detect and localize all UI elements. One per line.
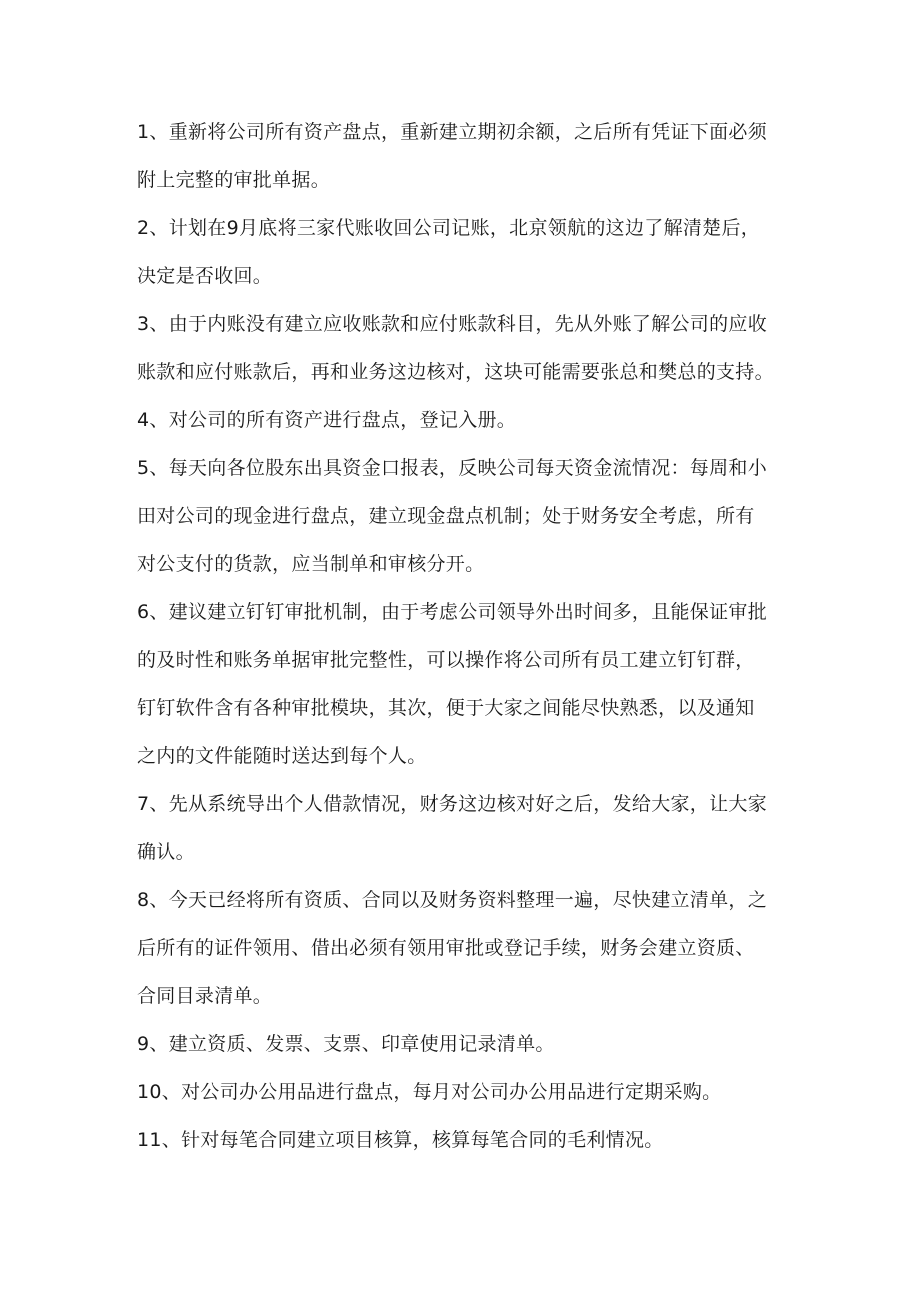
item-6-line-4: 之内的文件能随时送达到每个人。 (137, 745, 427, 767)
item-10-line-1: 10、对公司办公用品进行盘点，每月对公司办公用品进行定期采购。 (137, 1081, 722, 1103)
item-1-line-2: 附上完整的审批单据。 (137, 169, 331, 191)
item-3-line-1: 3、由于内账没有建立应收账款和应付账款科目，先从外账了解公司的应收 (137, 313, 767, 335)
item-7-line-1: 7、先从系统导出个人借款情况，财务这边核对好之后，发给大家，让大家 (137, 793, 767, 815)
item-6-line-2: 的及时性和账务单据审批完整性，可以操作将公司所有员工建立钉钉群， (137, 649, 755, 671)
item-4-line-1: 4、对公司的所有资产进行盘点，登记入册。 (137, 409, 517, 431)
item-1-line-1: 1、重新将公司所有资产盘点，重新建立期初余额，之后所有凭证下面必须 (137, 121, 767, 143)
item-2-line-1: 2、计划在9月底将三家代账收回公司记账，北京领航的这边了解清楚后， (137, 217, 761, 239)
item-6-line-3: 钉钉软件含有各种审批模块，其次，便于大家之间能尽快熟悉，以及通知 (137, 697, 755, 719)
item-8-line-2: 后所有的证件领用、借出必须有领用审批或登记手续，财务会建立资质、 (137, 937, 755, 959)
item-8-line-3: 合同目录清单。 (137, 985, 273, 1007)
item-8-line-1: 8、今天已经将所有资质、合同以及财务资料整理一遍，尽快建立清单，之 (137, 889, 767, 911)
item-5-line-1: 5、每天向各位股东出具资金口报表，反映公司每天资金流情况：每周和小 (137, 457, 767, 479)
item-5-line-3: 对公支付的货款，应当制单和审核分开。 (137, 553, 485, 575)
item-6-line-1: 6、建议建立钉钉审批机制，由于考虑公司领导外出时间多，且能保证审批 (137, 601, 767, 623)
item-7-line-2: 确认。 (137, 841, 195, 863)
item-2-line-2: 决定是否收回。 (137, 265, 273, 287)
item-3-line-2: 账款和应付账款后，再和业务这边核对，这块可能需要张总和樊总的支持。 (137, 361, 774, 383)
item-5-line-2: 田对公司的现金进行盘点，建立现金盘点机制；处于财务安全考虑，所有 (137, 505, 755, 527)
item-9-line-1: 9、建立资质、发票、支票、印章使用记录清单。 (137, 1033, 555, 1055)
item-11-line-1: 11、针对每笔合同建立项目核算，核算每笔合同的毛利情况。 (137, 1129, 664, 1151)
